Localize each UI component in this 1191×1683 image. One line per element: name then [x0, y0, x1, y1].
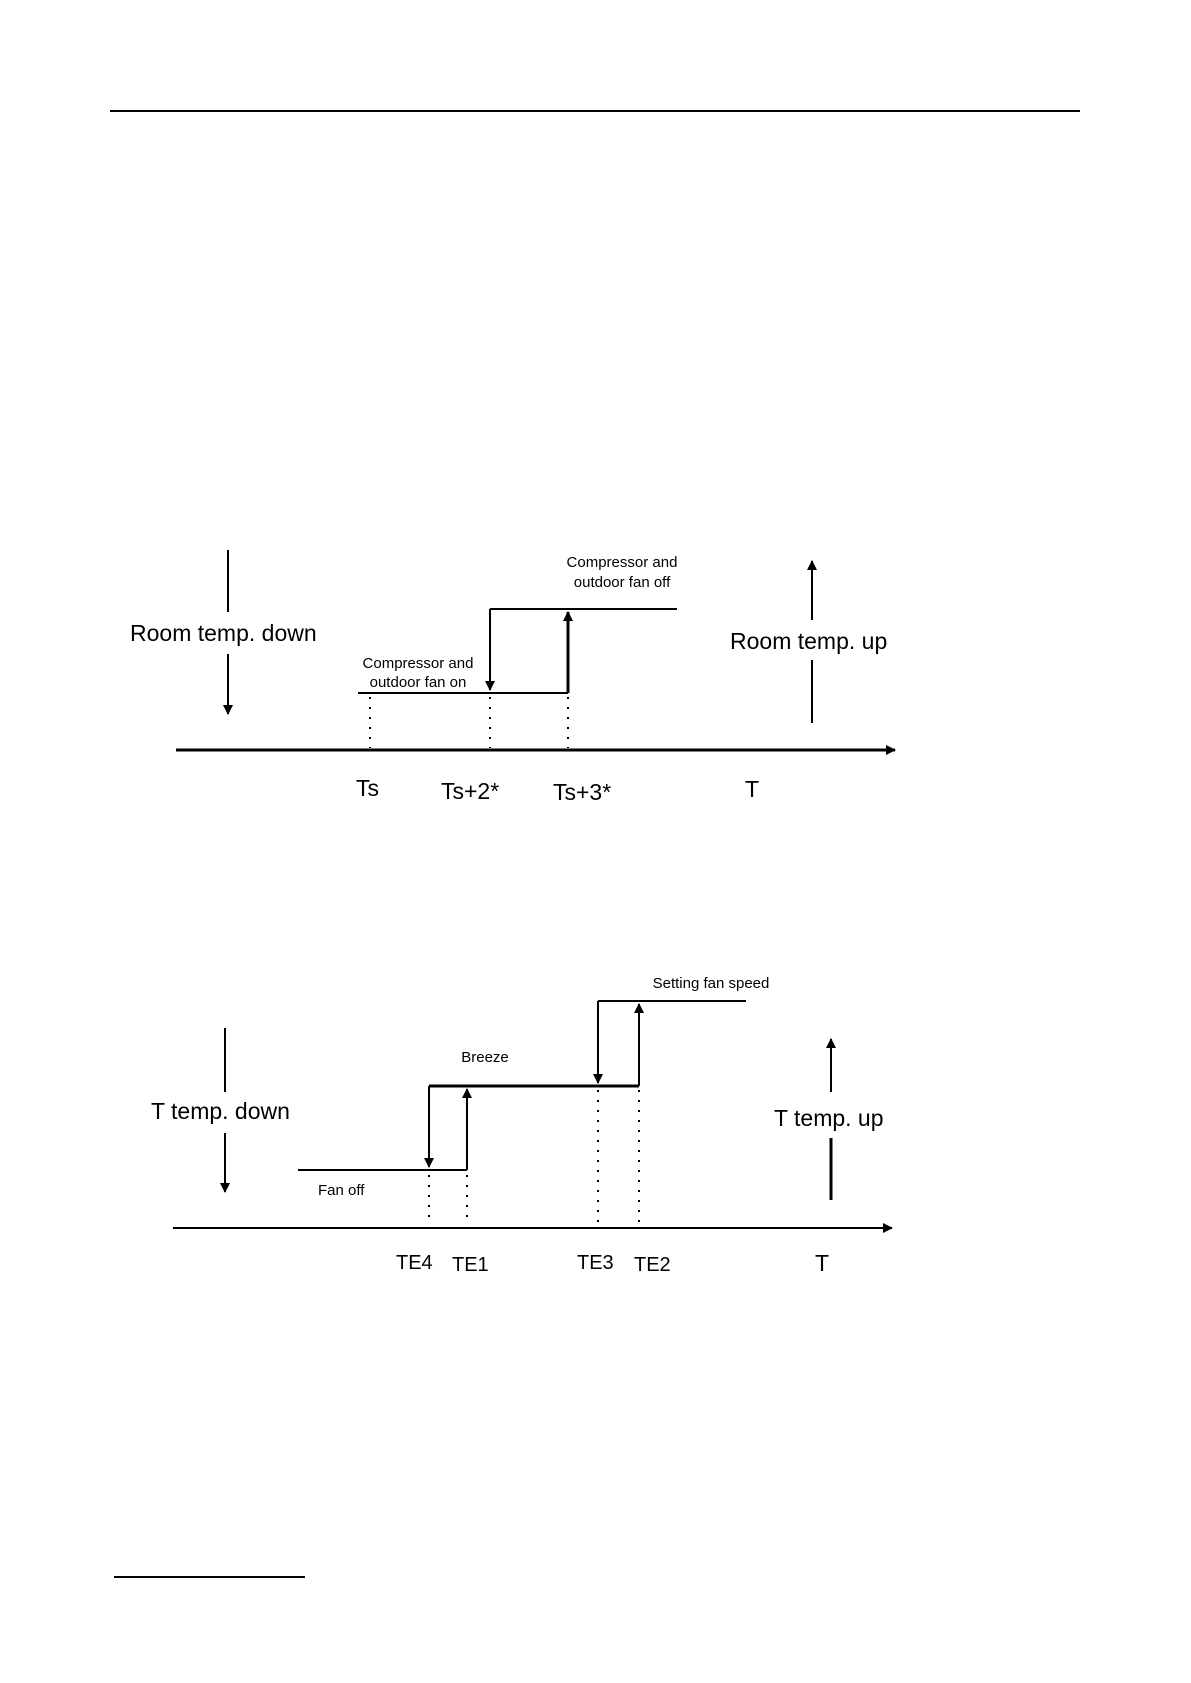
tick-label-t-1: T — [745, 776, 760, 802]
tick-label-ts: Ts — [356, 775, 379, 801]
tick-label-ts-plus-2: Ts+2* — [441, 778, 500, 804]
diagram-compressor-hysteresis — [130, 550, 895, 805]
room-temp-up-label: Room temp. up — [730, 628, 888, 654]
tick-label-t-2: T — [815, 1250, 830, 1276]
compressor-on-label-line1: Compressor and — [362, 655, 474, 672]
tick-label-te4: TE4 — [396, 1252, 433, 1274]
tick-label-te1: TE1 — [452, 1254, 489, 1276]
tick-label-te2: TE2 — [634, 1254, 671, 1276]
tick-label-te3: TE3 — [577, 1252, 614, 1274]
diagram-fan-speed-hysteresis — [151, 975, 892, 1276]
tick-label-ts-plus-3: Ts+3* — [553, 779, 612, 805]
breeze-label: Breeze — [461, 1049, 509, 1066]
compressor-off-label-line1: Compressor and — [566, 554, 678, 571]
fan-off-label: Fan off — [318, 1182, 365, 1199]
t-temp-down-label: T temp. down — [151, 1098, 290, 1124]
compressor-off-label-line2: outdoor fan off — [573, 574, 671, 591]
t-temp-up-label: T temp. up — [774, 1105, 884, 1131]
room-temp-down-label: Room temp. down — [130, 620, 317, 646]
setting-fan-speed-label: Setting fan speed — [652, 975, 770, 992]
compressor-on-label-line2: outdoor fan on — [369, 674, 467, 691]
